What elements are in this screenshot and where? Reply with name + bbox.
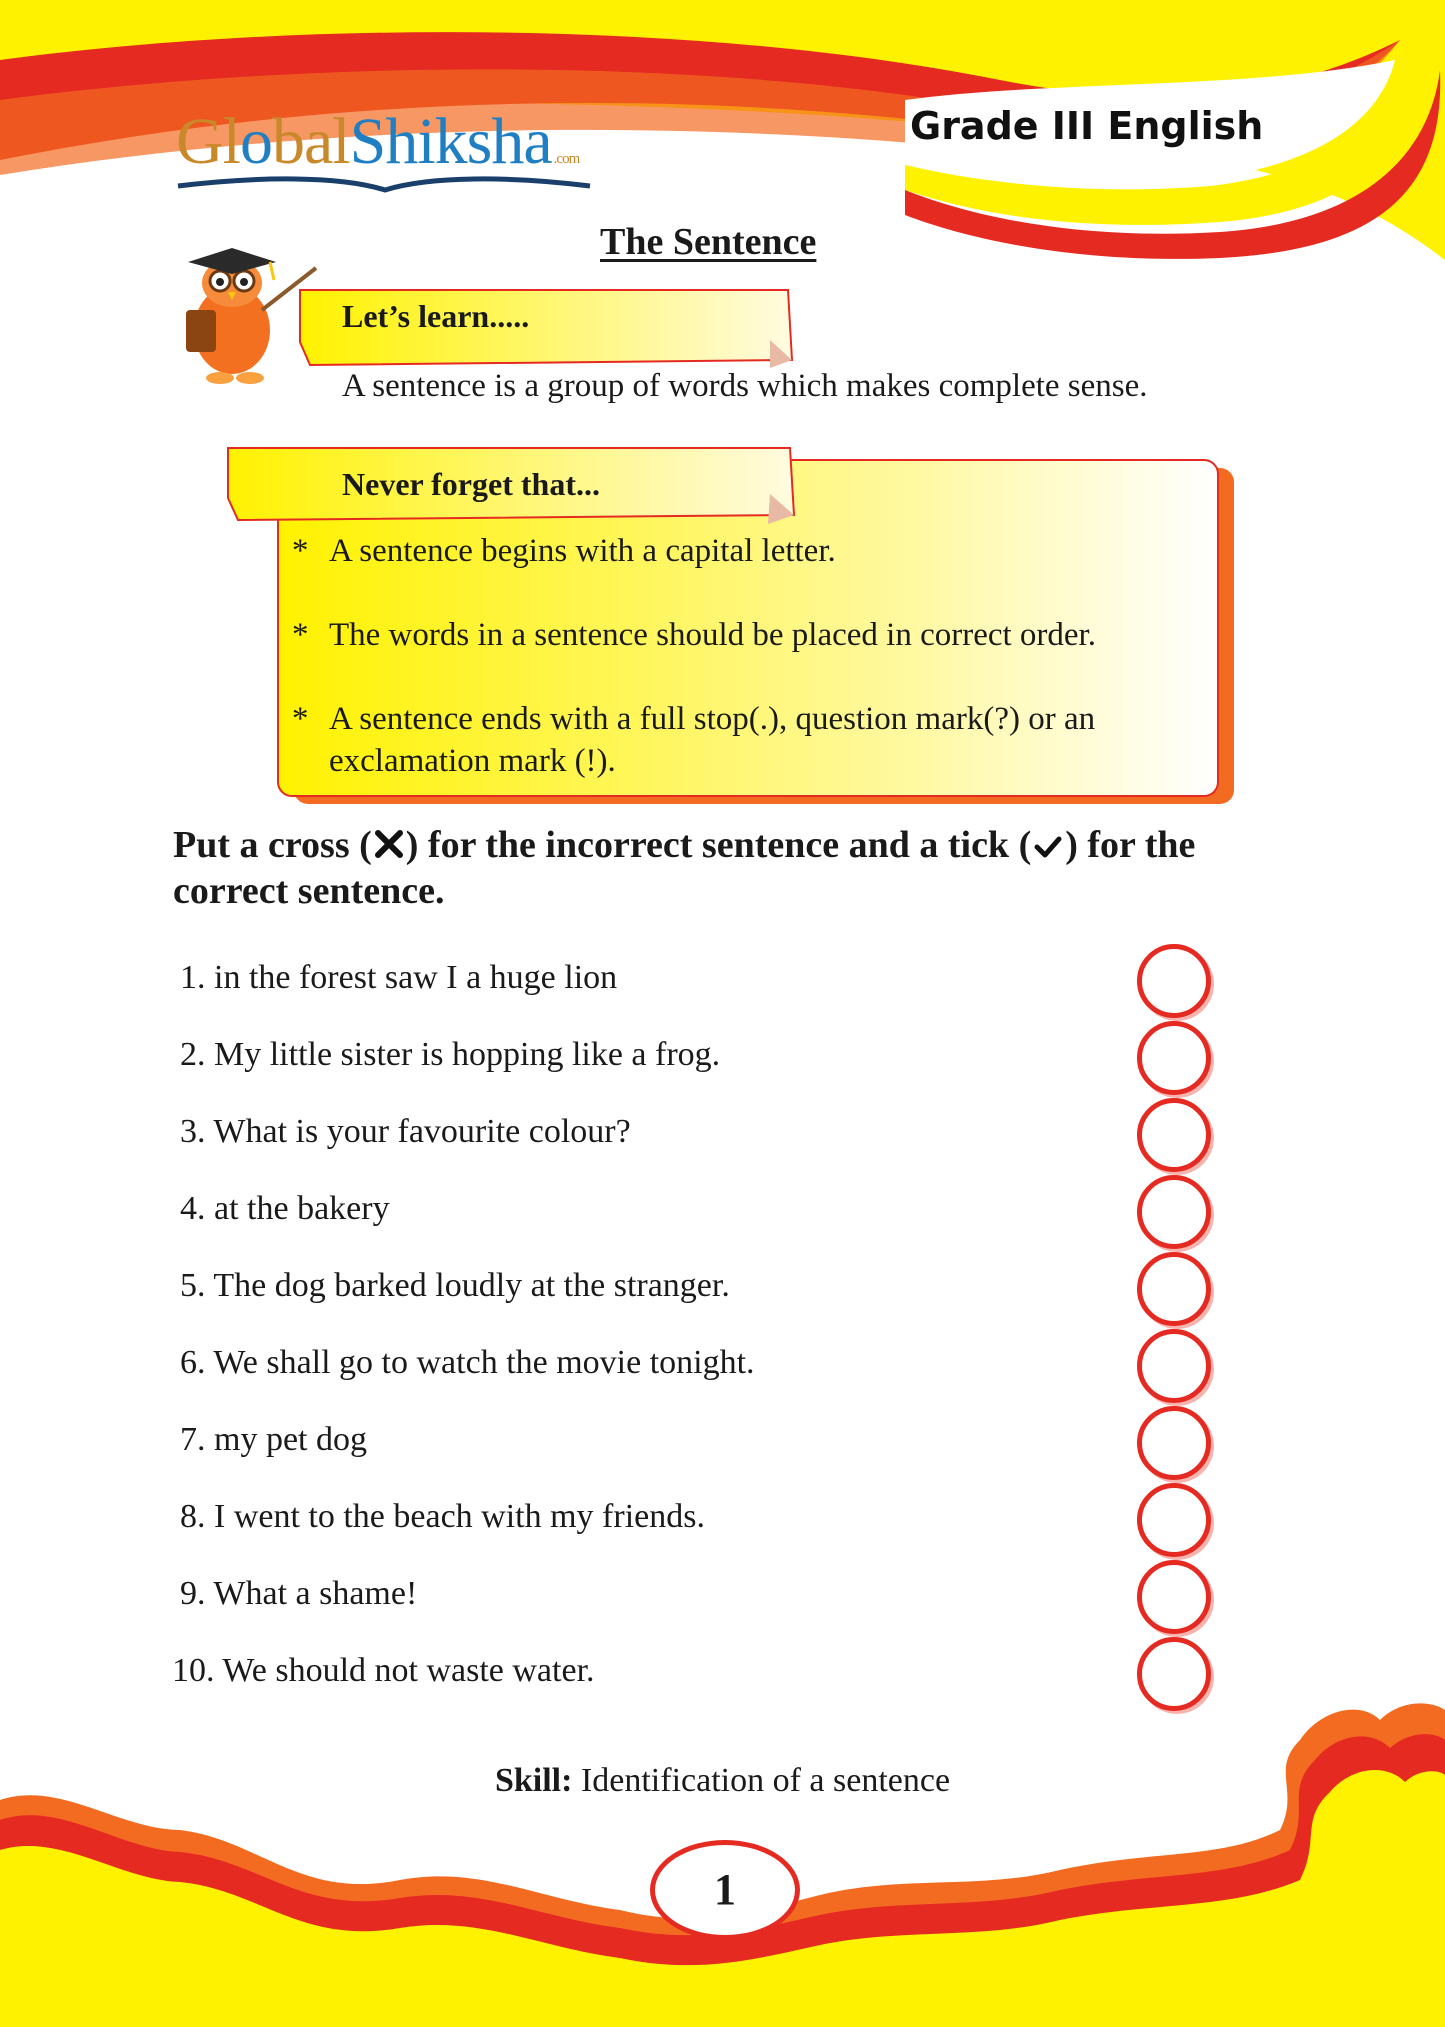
rule-text: A sentence begins with a capital letter. (329, 533, 836, 569)
logo-text-com: .com (553, 151, 580, 167)
skill-label: Skill: (494, 1762, 573, 1799)
question-6: 6. We shall go to watch the movie tonight. (180, 1344, 755, 1381)
answer-circle-3[interactable] (1137, 1098, 1211, 1172)
instruction-part1: Put a cross ( (173, 824, 372, 866)
bullet-star: * (292, 533, 309, 569)
owl-mascot-illustration (186, 248, 316, 384)
tick-icon (1031, 831, 1065, 861)
question-10: 10. We should not waste water. (172, 1652, 595, 1689)
answer-circle-2[interactable] (1137, 1021, 1211, 1095)
rule-item (292, 698, 1212, 782)
logo-text-global: Gl (176, 105, 240, 178)
sentence-definition: A sentence is a group of words which makes complete sense. (342, 368, 1148, 404)
rule-item (292, 530, 1212, 572)
instruction-part2: ) for the incorrect sentence and a tick ( (405, 824, 1032, 866)
rule-text: A sentence ends with a full stop(.), question mark(?) or an exclamation mark (!). (329, 701, 1096, 779)
answer-circle-8[interactable] (1137, 1483, 1211, 1557)
question-8: 8. I went to the beach with my friends. (180, 1498, 705, 1535)
question-3: 3. What is your favourite colour? (180, 1113, 631, 1150)
answer-circle-9[interactable] (1137, 1560, 1211, 1634)
rule-text: The words in a sentence should be placed in correct order. (329, 617, 1096, 653)
answer-circle-1[interactable] (1137, 944, 1211, 1018)
answer-circle-4[interactable] (1137, 1175, 1211, 1249)
question-4: 4. at the bakery (180, 1190, 390, 1227)
page-number: 1 (650, 1840, 800, 1940)
instruction-part3: ) for the correct sentence. (173, 824, 1196, 912)
instruction-text (173, 822, 1293, 914)
question-5: 5. The dog barked loudly at the stranger. (180, 1267, 730, 1304)
rule-item (292, 614, 1212, 656)
question-9: 9. What a shame! (180, 1575, 418, 1612)
skill-text: Identification of a sentence (580, 1762, 951, 1799)
logo-text-shiksha: Shiksha (349, 105, 552, 178)
answer-circle-5[interactable] (1137, 1252, 1211, 1326)
answer-circle-10[interactable] (1137, 1637, 1211, 1711)
lets-learn-heading: Let’s learn..... (342, 298, 530, 334)
rules-list (292, 530, 1212, 782)
page-title: The Sentence (600, 221, 817, 263)
bullet-star: * (292, 617, 309, 653)
question-1: 1. in the forest saw I a huge lion (180, 959, 618, 996)
grade-label: Grade III English (910, 104, 1264, 148)
globe-icon: o (240, 105, 272, 178)
answer-circle-6[interactable] (1137, 1329, 1211, 1403)
answer-circle-7[interactable] (1137, 1406, 1211, 1480)
question-7: 7. my pet dog (180, 1421, 367, 1458)
bullet-star: * (292, 701, 309, 737)
logo-text-bal: bal (272, 105, 350, 178)
never-forget-heading: Never forget that... (342, 466, 600, 502)
globalshiksha-logo[interactable] (176, 102, 596, 197)
cross-icon (372, 827, 406, 861)
question-2: 2. My little sister is hopping like a frog. (180, 1036, 721, 1073)
skill-line (0, 1762, 1445, 1800)
